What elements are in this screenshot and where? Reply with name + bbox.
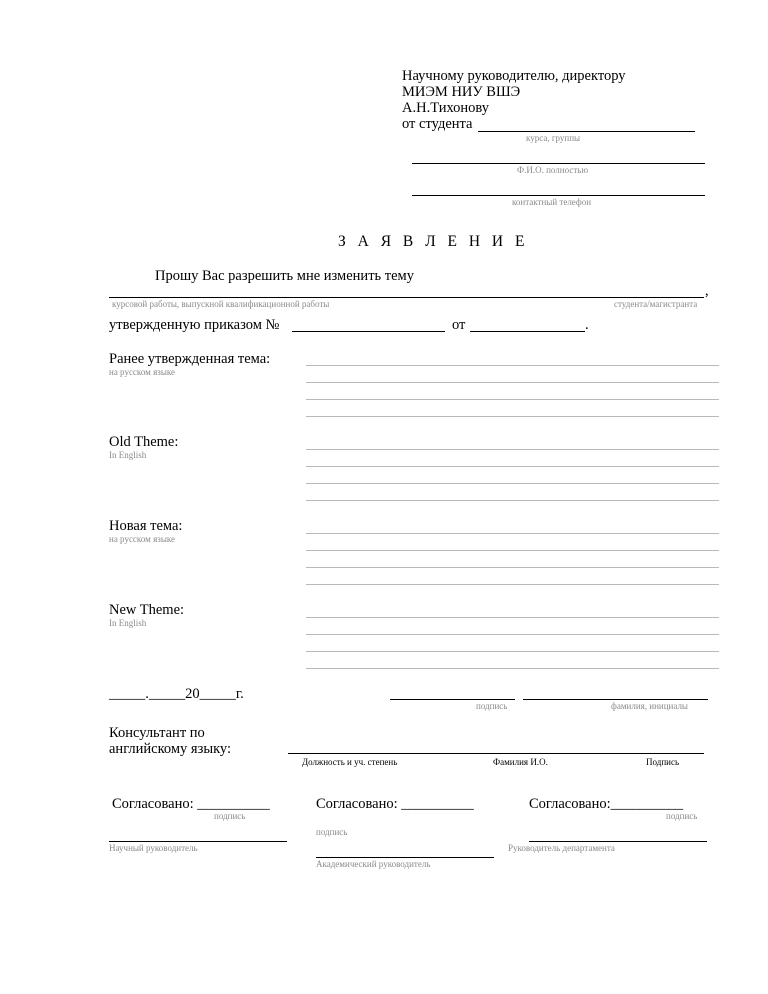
- theme-sub-label: In English: [109, 450, 147, 460]
- theme-sub-label: на русском языке: [109, 367, 176, 377]
- head-name-line[interactable]: [529, 841, 707, 842]
- student-name-line[interactable]: [523, 699, 708, 700]
- approval-supervisor-label: [112, 796, 270, 812]
- theme-input-line[interactable]: [306, 567, 719, 568]
- theme-label: Old Theme:: [109, 434, 179, 450]
- academic-name-line[interactable]: [316, 857, 494, 858]
- approval-label: Согласовано:: [529, 796, 611, 812]
- theme-input-line[interactable]: [306, 500, 719, 501]
- phone-caption: контактный телефон: [512, 197, 592, 207]
- theme-input-line[interactable]: [306, 483, 719, 484]
- approval-signature-blank[interactable]: __________: [197, 796, 270, 812]
- order-date-field-line[interactable]: [470, 331, 585, 332]
- date-century: 20: [185, 686, 200, 702]
- theme-input-line[interactable]: [306, 449, 719, 450]
- theme-sub-label: на русском языке: [109, 534, 176, 544]
- consultant-position-caption: Должность и уч. степень: [302, 757, 398, 767]
- supervisor-caption: Научный руководитель: [109, 843, 198, 853]
- degree-caption: студента/магистранта: [614, 299, 698, 309]
- fio-caption: Ф.И.О. полностью: [517, 165, 589, 175]
- addressee-line-3: А.Н.Тихонову: [402, 100, 490, 116]
- theme-input-line[interactable]: [306, 668, 719, 669]
- request-text: Прошу Вас разрешить мне изменить тему: [155, 268, 414, 284]
- student-name-caption: фамилия, инициалы: [611, 701, 688, 711]
- approval-academic-label: [316, 796, 474, 812]
- theme-label: Новая тема:: [109, 518, 183, 534]
- theme-label: Ранее утвержденная тема:: [109, 351, 271, 367]
- approval-signature-caption: подпись: [214, 811, 246, 821]
- supervisor-name-line[interactable]: [109, 841, 287, 842]
- date-year-blank[interactable]: _____: [199, 686, 236, 702]
- addressee-line-2: МИЭМ НИУ ВШЭ: [402, 84, 521, 100]
- work-type-caption: курсовой работы, выпускной квалификационной работы: [112, 299, 330, 309]
- consultant-signature-caption: Подпись: [646, 757, 680, 767]
- addressee-line-1: Научному руководителю, директору: [402, 68, 626, 84]
- fio-field-line[interactable]: [412, 163, 705, 164]
- theme-label: New Theme:: [109, 602, 185, 618]
- theme-input-line[interactable]: [306, 617, 719, 618]
- theme-input-line[interactable]: [306, 466, 719, 467]
- head-caption: Руководитель департамента: [508, 843, 615, 853]
- date-field[interactable]: [109, 686, 244, 702]
- phone-field-line[interactable]: [412, 195, 705, 196]
- document-title: З А Я В Л Е Н И Е: [338, 233, 529, 250]
- consultant-field-line[interactable]: [288, 753, 704, 754]
- approval-signature-blank[interactable]: __________: [610, 796, 684, 812]
- theme-input-line[interactable]: [306, 584, 719, 585]
- request-comma: ,: [705, 283, 709, 299]
- approval-label: Согласовано:: [112, 796, 194, 812]
- academic-caption: Академический руководитель: [316, 859, 431, 869]
- order-number-field-line[interactable]: [292, 331, 445, 332]
- date-suffix: г.: [235, 686, 244, 702]
- order-from-label: от: [452, 317, 466, 333]
- theme-input-line[interactable]: [306, 382, 719, 383]
- student-signature-line[interactable]: [390, 699, 515, 700]
- approval-signature-caption: подпись: [666, 811, 698, 821]
- consultant-label-2: английскому языку:: [109, 741, 231, 757]
- date-day-blank[interactable]: _____: [109, 686, 146, 702]
- consultant-name-caption: Фамилия И.О.: [493, 757, 548, 767]
- theme-input-line[interactable]: [306, 365, 719, 366]
- consultant-label-1: Консультант по: [109, 725, 205, 741]
- order-end-dot: .: [585, 317, 589, 333]
- approval-label: Согласовано:: [316, 796, 398, 812]
- theme-input-line[interactable]: [306, 550, 719, 551]
- student-signature-caption: подпись: [476, 701, 508, 711]
- theme-input-line[interactable]: [306, 416, 719, 417]
- course-group-caption: курса, группы: [526, 133, 581, 143]
- theme-input-line[interactable]: [306, 651, 719, 652]
- work-type-field-line[interactable]: [109, 297, 704, 298]
- order-label: утвержденную приказом №: [109, 317, 280, 333]
- course-group-field-line[interactable]: [478, 131, 695, 132]
- date-dot: .: [145, 686, 149, 702]
- theme-input-line[interactable]: [306, 533, 719, 534]
- approval-signature-blank[interactable]: __________: [401, 796, 474, 812]
- approval-head-label: [529, 796, 683, 812]
- theme-input-line[interactable]: [306, 399, 719, 400]
- theme-sub-label: In English: [109, 618, 147, 628]
- theme-input-line[interactable]: [306, 634, 719, 635]
- from-student-label: от студента: [402, 116, 473, 132]
- date-month-blank[interactable]: _____: [148, 686, 186, 702]
- approval-signature-caption: подпись: [316, 827, 348, 837]
